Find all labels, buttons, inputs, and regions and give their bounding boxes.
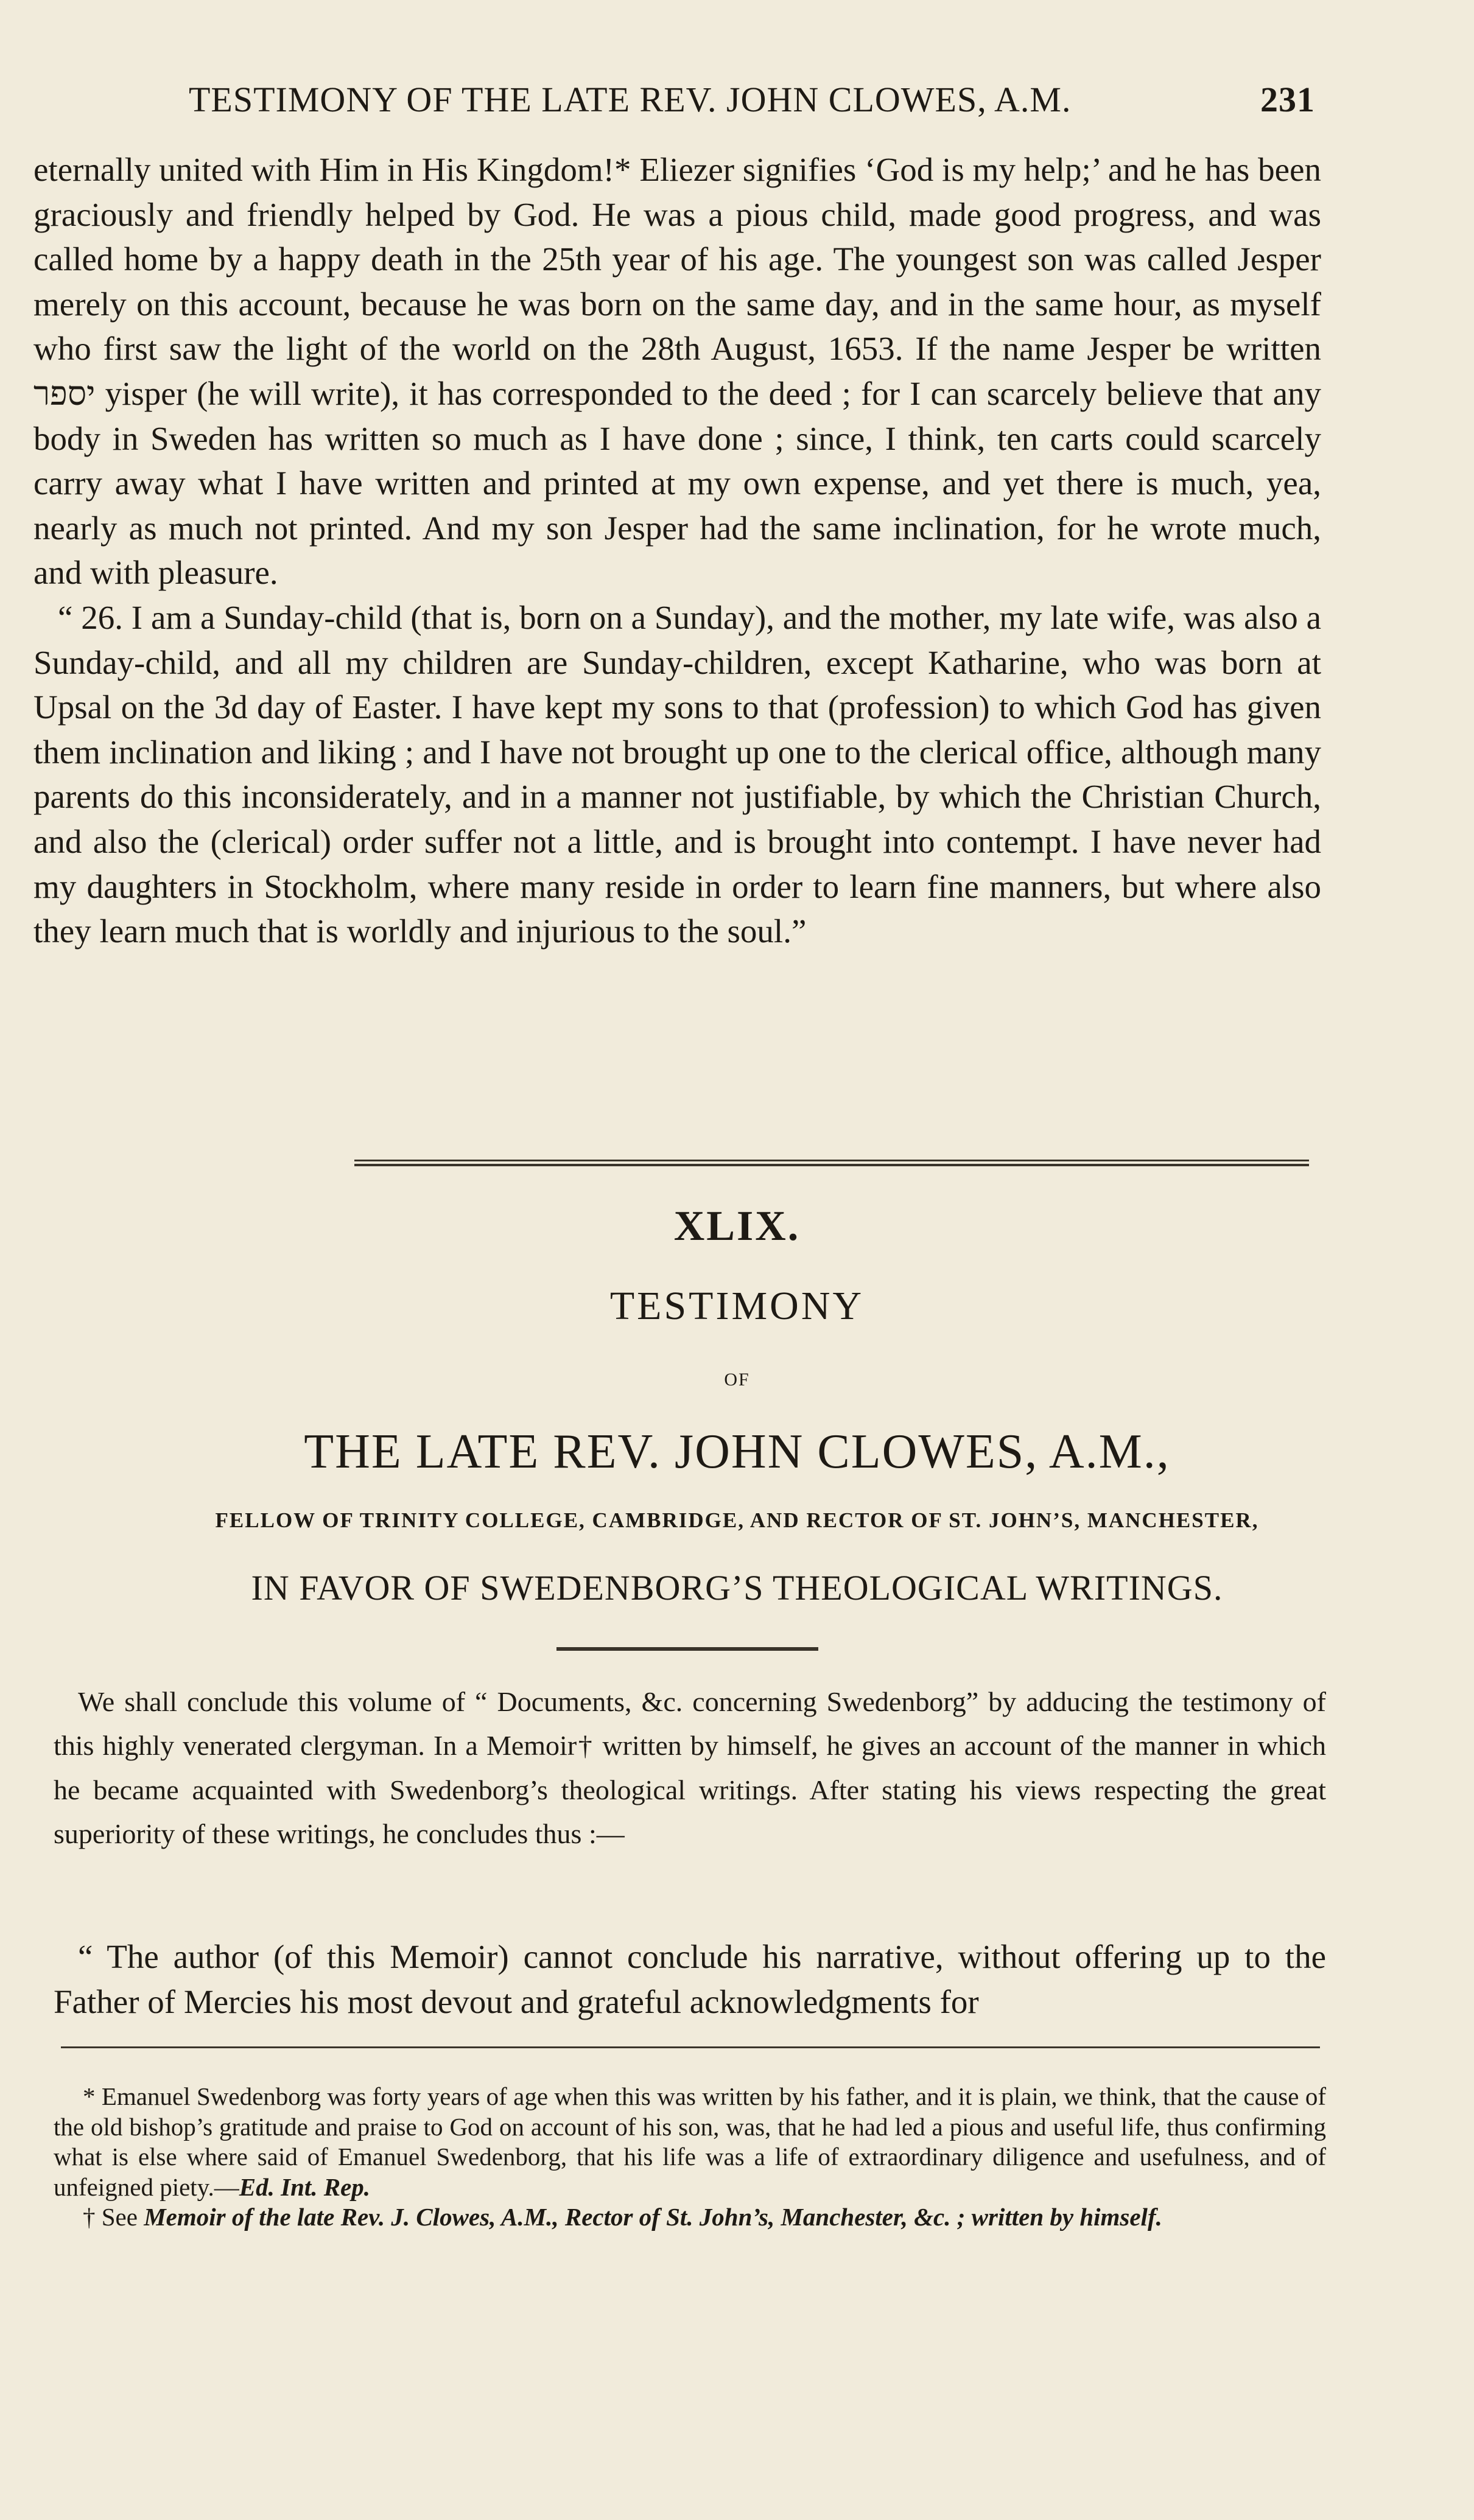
footnote-star-text: * Emanuel Swedenborg was forty years of age when this was written by his father, and it is plain, we think, that the cause of the old bishop’s gratitude and praise to God on account of his son, was, that he had led a pious and useful life, thus confirming what is else where said of Emanuel Swedenborg, that his life was a life of extraordinary diligence and usefulness, and of unfeigned piety.— (54, 2082, 1326, 2201)
section-title: THE LATE REV. JOHN CLOWES, A.M., (304, 1425, 1170, 1479)
running-head-title: TESTIMONY OF THE LATE REV. JOHN CLOWES, A.M. (189, 80, 1072, 119)
footnote-dagger-prefix: † See (83, 2203, 144, 2231)
quote-paragraph (54, 1934, 1326, 2024)
section-heading-of: OF (724, 1370, 750, 1390)
footnote-dagger (54, 2202, 1326, 2233)
footnote-dagger-source: Memoir of the late Rev. J. Clowes, A.M., Rector of St. John’s, Manchester, &c. ; written by himself. (144, 2203, 1162, 2231)
quote-text: “ The author (of this Memoir) cannot conclude his narrative, without offering up to the Father of Mercies his most devout and grateful acknowledgments for (54, 1938, 1326, 2020)
section-subtitle-fellow: FELLOW OF TRINITY COLLEGE, CAMBRIDGE, AND RECTOR OF ST. JOHN’S, MANCHESTER, (215, 1508, 1259, 1532)
body-paragraph-2: “ 26. I am a Sunday-child (that is, born on a Sunday), and the mother, my late wife, was also a Sunday-child, and all my children are Sunday-children, except Katharine, who was born at Upsal on the 3d day of Easter. I have kept my sons to that (profession) to which God has given them inclination and liking ; and I have not brought up one to the clerical office, although many parents do this inconsiderately, and in a manner not justifiable, by which the Christian Church, and also the (clerical) order suffer not a little, and is brought into contempt. I have never had my daughters in Stockholm, where many reside in order to learn fine manners, but where also they learn much that is worldly and injurious to the soul.” (33, 598, 1321, 950)
running-head (189, 74, 1315, 129)
section-divider-rule-top (354, 1160, 1309, 1161)
section-subtitle-favor: IN FAVOR OF SWEDENBORG’S THEOLOGICAL WRITINGS. (251, 1568, 1223, 1608)
intro-paragraph (54, 1680, 1326, 1857)
intro-text: We shall conclude this volume of “ Documents, &c. concerning Swedenborg” by adducing the testimony of this highly venerated clergyman. In a Memoir† written by himself, he gives an account of the manner in which he became acquainted with Swedenborg’s theological writings. After stating his views respecting the great superiority of these writings, he concludes thus :— (54, 1686, 1326, 1850)
page-number: 231 (1260, 80, 1315, 119)
section-heading-testimony: TESTIMONY (609, 1284, 865, 1328)
section-number: XLIX. (673, 1203, 801, 1250)
footnote-rule (61, 2046, 1320, 2048)
footnotes (54, 2082, 1326, 2233)
footnote-star-source: Ed. Int. Rep. (239, 2172, 371, 2201)
footnote-star (54, 2082, 1326, 2202)
body-text (33, 147, 1321, 954)
body-paragraph-1: eternally united with Him in His Kingdom!* Eliezer signifies ‘God is my help;’ and he has been graciously and friendly helped by God. He was a pious child, made good progress, and was called home by a happy death in the 25th year of his age. The youngest son was called Jesper merely on this account, because he was born on the same day, and in the same hour, as myself who first saw the light of the world on the 28th August, 1653. If the name Jesper be written יספר yisper (he will write), it has corresponded to the deed ; for I can scarcely believe that any body in Sweden has written so much as I have done ; since, I think, ten carts could scarcely carry away what I have written and printed at my own expense, and yet there is much, yea, nearly as much not printed. And my son Jesper had the same inclination, for he wrote much, and with pleasure. (33, 151, 1321, 592)
title-short-rule (556, 1647, 818, 1651)
section-divider-rule-bottom (354, 1164, 1309, 1166)
